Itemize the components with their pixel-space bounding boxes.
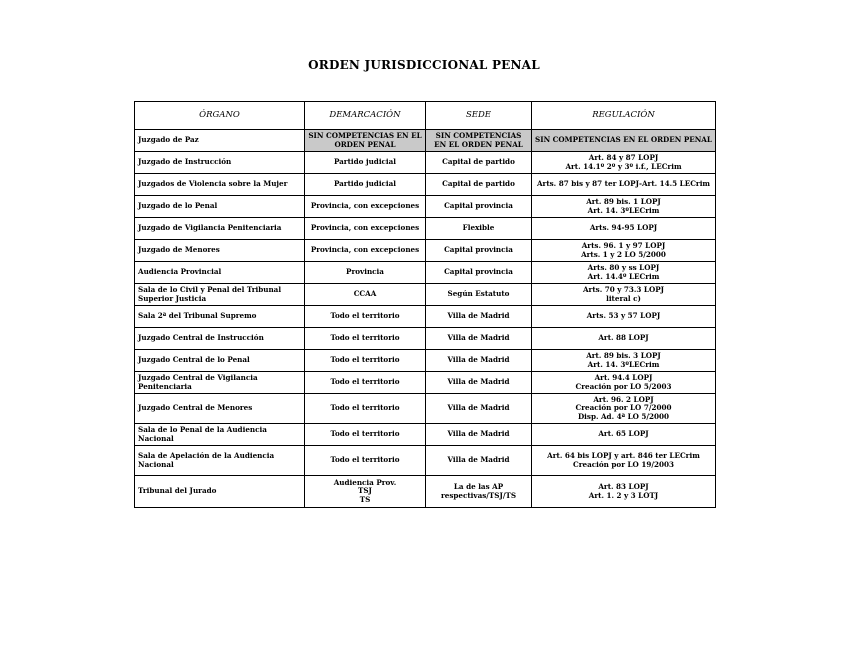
cell-regulacion: Art. 94.4 LOPJ Creación por LO 5/2003 xyxy=(532,372,716,394)
cell-regulacion: Art. 84 y 87 LOPJ Art. 14.1º 2º y 3º i.f., LECrim xyxy=(532,152,716,174)
cell-organo: Juzgado de Vigilancia Penitenciaria xyxy=(135,218,305,240)
header-regulacion: REGULACIÓN xyxy=(532,102,716,130)
table-row xyxy=(135,196,716,218)
cell-sede: Flexible xyxy=(426,218,532,240)
cell-demarcacion: Partido judicial xyxy=(305,152,426,174)
cell-demarcacion: Provincia, con excepciones xyxy=(305,218,426,240)
cell-organo: Juzgados de Violencia sobre la Mujer xyxy=(135,174,305,196)
cell-organo: Juzgado Central de Instrucción xyxy=(135,328,305,350)
cell-regulacion: SIN COMPETENCIAS EN EL ORDEN PENAL xyxy=(532,130,716,152)
cell-sede: SIN COMPETENCIAS EN EL ORDEN PENAL xyxy=(426,130,532,152)
cell-organo: Juzgado de Paz xyxy=(135,130,305,152)
table-row xyxy=(135,306,716,328)
cell-demarcacion: CCAA xyxy=(305,284,426,306)
header-organo: ÓRGANO xyxy=(135,102,305,130)
cell-demarcacion: Todo el territorio xyxy=(305,394,426,424)
table-row xyxy=(135,446,716,476)
cell-regulacion: Art. 88 LOPJ xyxy=(532,328,716,350)
cell-regulacion: Arts. 87 bis y 87 ter LOPJ-Art. 14.5 LECrim xyxy=(532,174,716,196)
cell-regulacion: Art. 83 LOPJ Art. 1. 2 y 3 LOTJ xyxy=(532,476,716,508)
cell-regulacion: Art. 89 bis. 3 LOPJ Art. 14. 3ºLECrim xyxy=(532,350,716,372)
cell-sede: Capital de partido xyxy=(426,174,532,196)
cell-regulacion: Arts. 94-95 LOPJ xyxy=(532,218,716,240)
cell-organo: Sala 2ª del Tribunal Supremo xyxy=(135,306,305,328)
cell-demarcacion: Audiencia Prov. TSJ TS xyxy=(305,476,426,508)
cell-regulacion: Arts. 96. 1 y 97 LOPJ Arts. 1 y 2 LO 5/2000 xyxy=(532,240,716,262)
table-row xyxy=(135,130,716,152)
cell-organo: Sala de lo Civil y Penal del Tribunal Superior Justicia xyxy=(135,284,305,306)
table-row xyxy=(135,174,716,196)
cell-organo: Juzgado de Instrucción xyxy=(135,152,305,174)
cell-sede: La de las AP respectivas/TSJ/TS xyxy=(426,476,532,508)
table-row xyxy=(135,328,716,350)
cell-sede: Villa de Madrid xyxy=(426,394,532,424)
cell-demarcacion: Todo el territorio xyxy=(305,306,426,328)
cell-regulacion: Art. 64 bis LOPJ y art. 846 ter LECrim Creación por LO 19/2003 xyxy=(532,446,716,476)
cell-sede: Villa de Madrid xyxy=(426,372,532,394)
header-sede: SEDE xyxy=(426,102,532,130)
cell-demarcacion: Provincia xyxy=(305,262,426,284)
cell-organo: Audiencia Provincial xyxy=(135,262,305,284)
cell-demarcacion: Todo el territorio xyxy=(305,372,426,394)
cell-regulacion: Arts. 80 y ss LOPJ Art. 14.4º LECrim xyxy=(532,262,716,284)
cell-regulacion: Art. 65 LOPJ xyxy=(532,424,716,446)
cell-demarcacion: Todo el territorio xyxy=(305,328,426,350)
table-row xyxy=(135,476,716,508)
cell-organo: Sala de Apelación de la Audiencia Nacional xyxy=(135,446,305,476)
table-header-row xyxy=(135,102,716,130)
cell-demarcacion: Partido judicial xyxy=(305,174,426,196)
cell-organo: Tribunal del Jurado xyxy=(135,476,305,508)
cell-regulacion: Art. 89 bis. 1 LOPJ Art. 14. 3ºLECrim xyxy=(532,196,716,218)
cell-sede: Villa de Madrid xyxy=(426,446,532,476)
cell-sede: Capital de partido xyxy=(426,152,532,174)
cell-demarcacion: Todo el territorio xyxy=(305,424,426,446)
cell-regulacion: Art. 96. 2 LOPJ Creación por LO 7/2000 Disp. Ad. 4ª LO 5/2000 xyxy=(532,394,716,424)
cell-organo: Sala de lo Penal de la Audiencia Nacional xyxy=(135,424,305,446)
cell-regulacion: Arts. 53 y 57 LOPJ xyxy=(532,306,716,328)
cell-organo: Juzgado Central de Vigilancia Penitenciaria xyxy=(135,372,305,394)
cell-sede: Según Estatuto xyxy=(426,284,532,306)
cell-demarcacion: SIN COMPETENCIAS EN EL ORDEN PENAL xyxy=(305,130,426,152)
header-demarcacion: DEMARCACIÓN xyxy=(305,102,426,130)
cell-sede: Capital provincia xyxy=(426,196,532,218)
cell-organo: Juzgado Central de Menores xyxy=(135,394,305,424)
table-row xyxy=(135,218,716,240)
jurisdiction-table xyxy=(134,101,716,508)
cell-organo: Juzgado Central de lo Penal xyxy=(135,350,305,372)
table-row xyxy=(135,262,716,284)
table-row xyxy=(135,424,716,446)
table-row xyxy=(135,394,716,424)
cell-demarcacion: Provincia, con excepciones xyxy=(305,196,426,218)
cell-sede: Capital provincia xyxy=(426,262,532,284)
table-row xyxy=(135,240,716,262)
cell-sede: Capital provincia xyxy=(426,240,532,262)
page-title: ORDEN JURISDICCIONAL PENAL xyxy=(308,58,540,72)
cell-sede: Villa de Madrid xyxy=(426,306,532,328)
cell-organo: Juzgado de Menores xyxy=(135,240,305,262)
cell-organo: Juzgado de lo Penal xyxy=(135,196,305,218)
cell-sede: Villa de Madrid xyxy=(426,424,532,446)
table-row xyxy=(135,152,716,174)
table-row xyxy=(135,372,716,394)
table-row xyxy=(135,350,716,372)
cell-demarcacion: Provincia, con excepciones xyxy=(305,240,426,262)
cell-regulacion: Arts. 70 y 73.3 LOPJ literal c) xyxy=(532,284,716,306)
cell-demarcacion: Todo el territorio xyxy=(305,350,426,372)
cell-demarcacion: Todo el territorio xyxy=(305,446,426,476)
cell-sede: Villa de Madrid xyxy=(426,328,532,350)
table-row xyxy=(135,284,716,306)
cell-sede: Villa de Madrid xyxy=(426,350,532,372)
